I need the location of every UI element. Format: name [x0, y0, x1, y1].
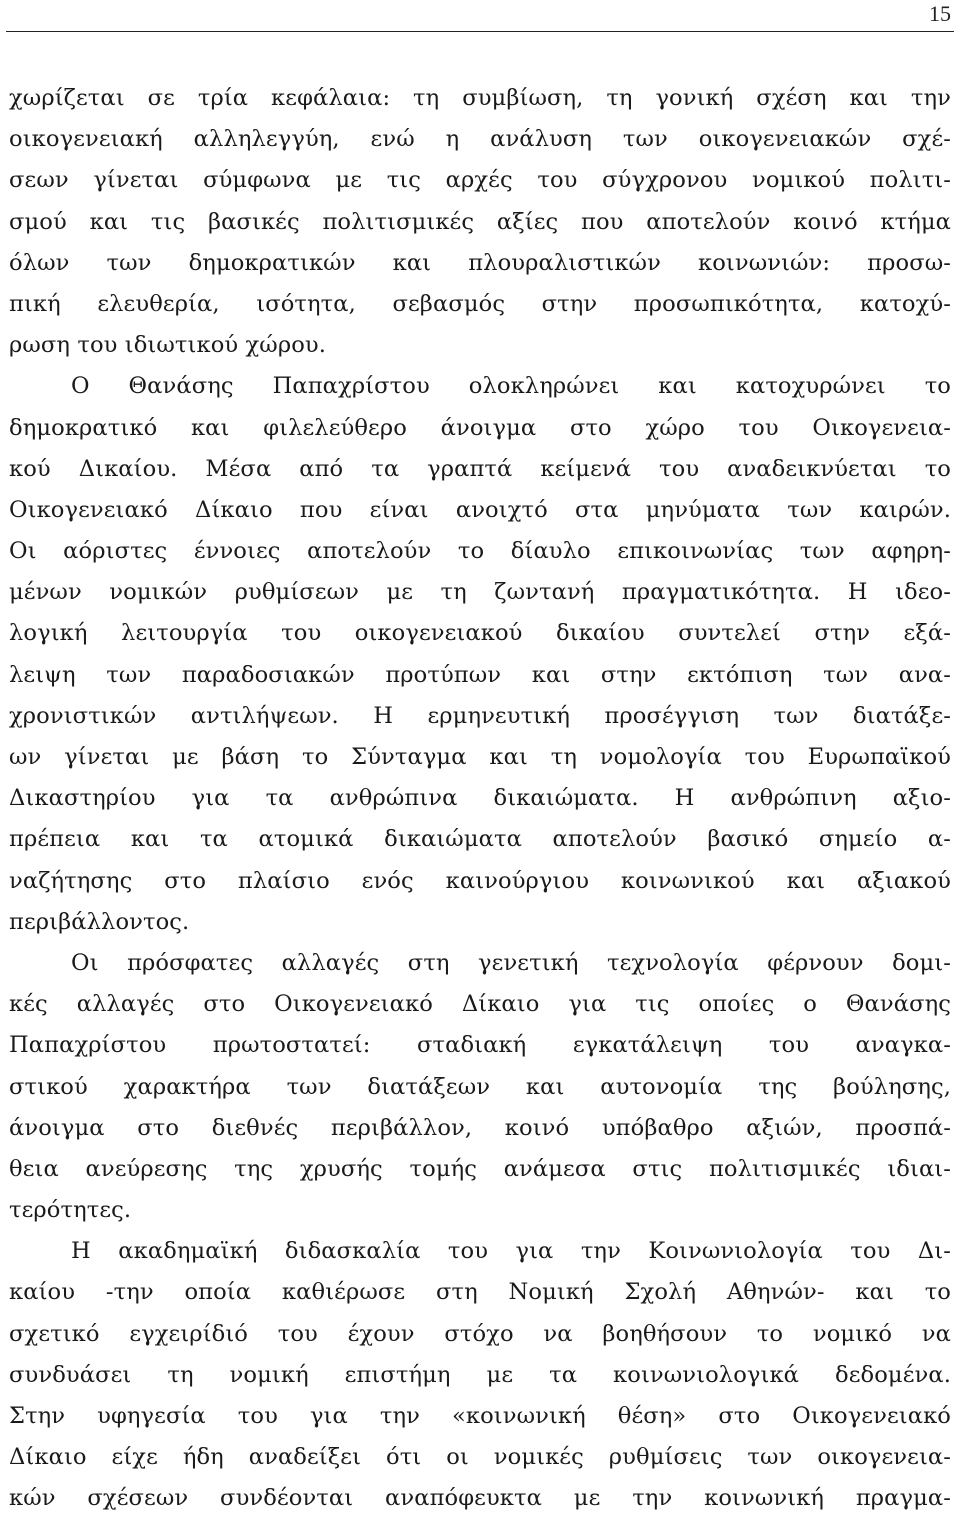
text-line: κές αλλαγές στο Οικογενειακό Δίκαιο για τις οποίες ο Θανάσης: [9, 991, 951, 1018]
text-line: Στην υφηγεσία του για την «κοινωνική θέση» στο Οικογενειακό: [9, 1403, 951, 1429]
text-line: στικού χαρακτήρα των διατάξεων και αυτονομία της βούλησης,: [9, 1073, 951, 1100]
text-line: σχετικό εγχειρίδιό του έχουν στόχο να βοηθήσουν το νομικό να: [9, 1320, 951, 1347]
text-line: δημοκρατικό και φιλελεύθερο άνοιγμα στο χώρο του Οικογενεια-: [9, 414, 951, 441]
text-line: χωρίζεται σε τρία κεφάλαια: τη συμβίωση, τη γονική σχέση και την: [9, 85, 951, 111]
text-line: ναζήτησης στο πλαίσιο ενός καινούργιου κοινωνικού και αξιακού: [9, 867, 951, 894]
text-line: οικογενειακή αλληλεγγύη, ενώ η ανάλυση των οικογενειακών σχέ-: [9, 126, 951, 153]
text-line: Ο Θανάσης Παπαχρίστου ολοκληρώνει και κατοχυρώνει το: [71, 373, 951, 400]
text-line: χρονιστικών αντιλήψεων. Η ερμηνευτική προσέγγιση των διατάξε-: [9, 702, 951, 729]
text-line: καίου -την οποία καθιέρωσε στη Νομική Σχολή Αθηνών- και το: [9, 1279, 951, 1306]
text-line: άνοιγμα στο διεθνές περιβάλλον, κοινό υπόβαθρο αξιών, προσπά-: [9, 1114, 951, 1141]
text-line: πική ελευθερία, ισότητα, σεβασμός στην προσωπικότητα, κατοχύ-: [9, 290, 951, 317]
text-line: κού Δικαίου. Μέσα από τα γραπτά κείμενά του αναδεικνύεται το: [9, 455, 951, 482]
text-line: Παπαχρίστου πρωτοστατεί: σταδιακή εγκατάλειψη του αναγκα-: [9, 1032, 951, 1059]
text-line: σμού και τις βασικές πολιτισμικές αξίες που αποτελούν κοινό κτήμα: [9, 208, 951, 235]
text-line: θεια ανεύρεσης της χρυσής τομής ανάμεσα στις πολιτισμικές ιδιαι-: [9, 1155, 951, 1182]
text-line: κών σχέσεων συνδέονται αναπόφευκτα με την κοινωνική πραγμα-: [9, 1485, 951, 1512]
text-line: ων γίνεται με βάση το Σύνταγμα και τη νομολογία του Ευρωπαϊκού: [9, 744, 951, 770]
text-line: Οικογενειακό Δίκαιο που είναι ανοιχτό στα μηνύματα των καιρών.: [9, 496, 951, 523]
text-line: σεων γίνεται σύμφωνα με τις αρχές του σύγχρονου νομικού πολιτι-: [9, 167, 951, 194]
text-line: όλων των δημοκρατικών και πλουραλιστικών κοινωνιών: προσω-: [9, 249, 951, 276]
text-line: μένων νομικών ρυθμίσεων με τη ζωντανή πραγματικότητα. Η ιδεο-: [9, 579, 951, 606]
text-line: τερότητες.: [9, 1197, 132, 1224]
text-line: λογική λειτουργία του οικογενειακού δικαίου συντελεί στην εξά-: [9, 620, 951, 647]
text-line: Δίκαιο είχε ήδη αναδείξει ότι οι νομικές ρυθμίσεις των οικογενεια-: [9, 1444, 951, 1471]
body-text: [9, 78, 951, 1520]
header-rule: [6, 31, 954, 32]
text-line: συνδυάσει τη νομική επιστήμη με τα κοινωνιολογικά δεδομένα.: [9, 1361, 951, 1388]
text-line: λειψη των παραδοσιακών προτύπων και στην εκτόπιση των ανα-: [9, 661, 951, 688]
text-line: περιβάλλοντος.: [9, 908, 190, 935]
page-number: 15: [929, 1, 951, 26]
text-line: Οι αόριστες έννοιες αποτελούν το δίαυλο επικοινωνίας των αφηρη-: [9, 538, 951, 565]
text-line: ρωση του ιδιωτικού χώρου.: [9, 332, 327, 359]
text-line: Δικαστηρίου για τα ανθρώπινα δικαιώματα. Η ανθρώπινη αξιο-: [9, 785, 951, 812]
text-line: πρέπεια και τα ατομικά δικαιώματα αποτελούν βασικό σημείο α-: [9, 826, 951, 853]
text-line: Οι πρόσφατες αλλαγές στη γενετική τεχνολογία φέρνουν δομι-: [71, 949, 951, 976]
text-line: Η ακαδημαϊκή διδασκαλία του για την Κοινωνιολογία του Δι-: [71, 1238, 951, 1265]
